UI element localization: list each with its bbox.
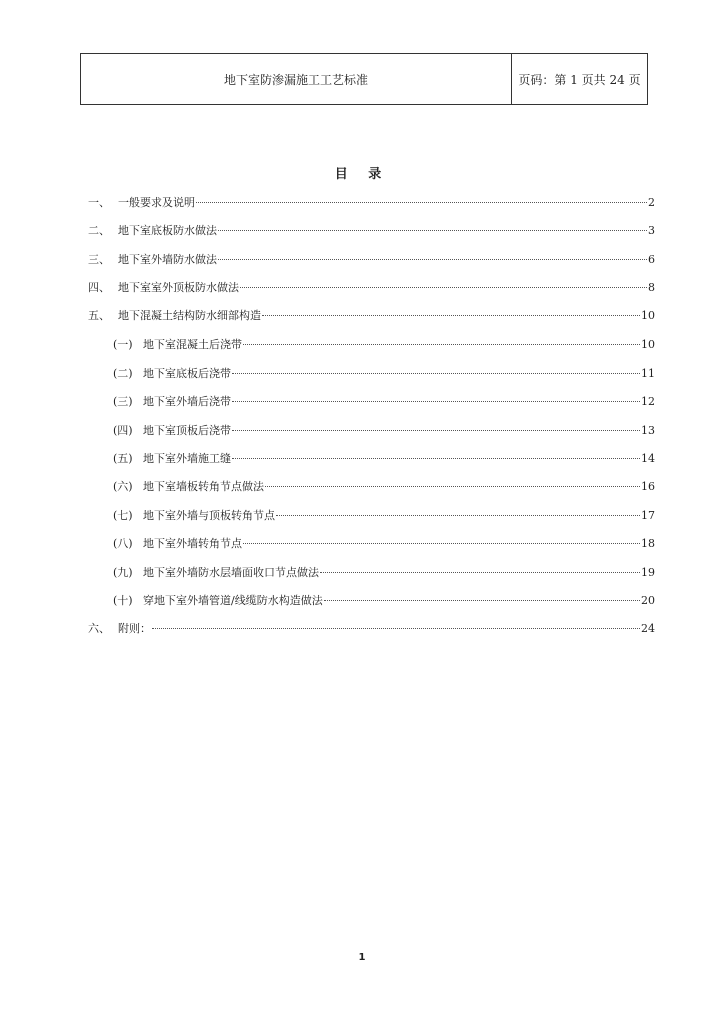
toc-entry[interactable] — [113, 593, 655, 609]
header-table — [80, 53, 648, 105]
toc-entry-title: 地下室室外顶板防水做法 — [118, 281, 239, 294]
toc-entry-page: 14 — [641, 452, 655, 465]
toc-dot-leader — [152, 628, 640, 629]
toc-dot-leader — [196, 202, 647, 203]
toc-entry-title: 地下混凝土结构防水细部构造 — [118, 309, 261, 322]
toc-entry-title: 地下室外墙转角节点 — [143, 537, 242, 550]
toc-entry-number: 二、 — [88, 224, 110, 237]
toc-entry-page: 17 — [641, 509, 655, 522]
toc-entry-title: 一般要求及说明 — [118, 196, 195, 209]
toc-entry[interactable] — [113, 423, 655, 439]
toc-entry-number: (三) — [113, 395, 133, 408]
toc-entry[interactable] — [88, 308, 655, 324]
toc-entry-number: (六) — [113, 480, 133, 493]
toc-entry-page: 12 — [641, 395, 655, 408]
toc-heading: 目 录 — [334, 167, 390, 182]
toc-entry-number: (二) — [113, 367, 133, 380]
toc-entry-page: 10 — [641, 338, 655, 351]
toc-entry[interactable] — [113, 536, 655, 552]
toc-entry-title: 地下室外墙施工缝 — [143, 452, 231, 465]
toc-entry-title: 地下室墙板转角节点做法 — [143, 480, 264, 493]
toc-entry-title: 地下室外墙防水层墙面收口节点做法 — [143, 566, 319, 579]
toc-entry-page: 18 — [641, 537, 655, 550]
toc-entry-title: 穿地下室外墙管道/线缆防水构造做法 — [143, 594, 323, 607]
page-info: 页码：第 1 页共 24 页 — [518, 72, 641, 87]
toc-entry-page: 8 — [648, 281, 655, 294]
toc-dot-leader — [243, 543, 640, 544]
toc-entry-page: 19 — [641, 566, 655, 579]
toc-dot-leader — [276, 515, 640, 516]
toc-entry[interactable] — [113, 366, 655, 382]
toc-entry-number: (七) — [113, 509, 133, 522]
toc-dot-leader — [320, 572, 640, 573]
toc-entry-page: 2 — [648, 196, 655, 209]
toc-dot-leader — [262, 315, 640, 316]
toc-entry-title: 地下室外墙后浇带 — [143, 395, 231, 408]
toc-entry-number: 一、 — [88, 196, 110, 209]
toc-entry[interactable] — [88, 223, 655, 239]
toc-dot-leader — [240, 287, 647, 288]
toc-entry-page: 24 — [641, 622, 655, 635]
toc-dot-leader — [232, 373, 640, 374]
toc-entry-page: 3 — [648, 224, 655, 237]
toc-entry[interactable] — [113, 508, 655, 524]
toc-entry-number: (八) — [113, 537, 133, 550]
toc-entry-page: 16 — [641, 480, 655, 493]
toc-entry-number: 三、 — [88, 253, 110, 266]
page-number: 1 — [358, 952, 366, 963]
toc-entry[interactable] — [88, 280, 655, 296]
toc-entry[interactable] — [88, 195, 655, 211]
toc-dot-leader — [218, 230, 647, 231]
toc-entry-number: 四、 — [88, 281, 110, 294]
toc-entry[interactable] — [88, 621, 655, 637]
toc-entry-number: (五) — [113, 452, 133, 465]
toc-entry-number: 六、 — [88, 622, 110, 635]
toc-entry[interactable] — [113, 479, 655, 495]
toc-entry[interactable] — [88, 252, 655, 268]
toc-entry-title: 地下室混凝土后浇带 — [143, 338, 242, 351]
toc-dot-leader — [232, 401, 640, 402]
toc-dot-leader — [232, 458, 640, 459]
toc-entry-page: 6 — [648, 253, 655, 266]
toc-entry[interactable] — [113, 337, 655, 353]
document-title: 地下室防渗漏施工工艺标准 — [81, 54, 512, 104]
toc-entry-page: 13 — [641, 424, 655, 437]
toc-dot-leader — [232, 430, 640, 431]
toc-dot-leader — [243, 344, 640, 345]
toc-entry-title: 地下室底板防水做法 — [118, 224, 217, 237]
toc-entry-title: 地下室外墙防水做法 — [118, 253, 217, 266]
toc-entry-number: (九) — [113, 566, 133, 579]
toc-entry-number: 五、 — [88, 309, 110, 322]
toc-entry[interactable] — [113, 565, 655, 581]
toc-dot-leader — [324, 600, 640, 601]
toc-entry-title: 地下室外墙与顶板转角节点 — [143, 509, 275, 522]
toc-entry-page: 20 — [641, 594, 655, 607]
toc-entry-number: (一) — [113, 338, 133, 351]
toc-entry-number: (四) — [113, 424, 133, 437]
toc-entry-title: 附则： — [118, 622, 151, 635]
toc-entry[interactable] — [113, 451, 655, 467]
toc-entry-title: 地下室顶板后浇带 — [143, 424, 231, 437]
toc-entry-number: (十) — [113, 594, 133, 607]
toc-entry[interactable] — [113, 394, 655, 410]
toc-dot-leader — [218, 259, 647, 260]
toc-entry-page: 11 — [641, 367, 655, 380]
toc-entry-page: 10 — [641, 309, 655, 322]
toc-entry-title: 地下室底板后浇带 — [143, 367, 231, 380]
toc-dot-leader — [265, 486, 640, 487]
